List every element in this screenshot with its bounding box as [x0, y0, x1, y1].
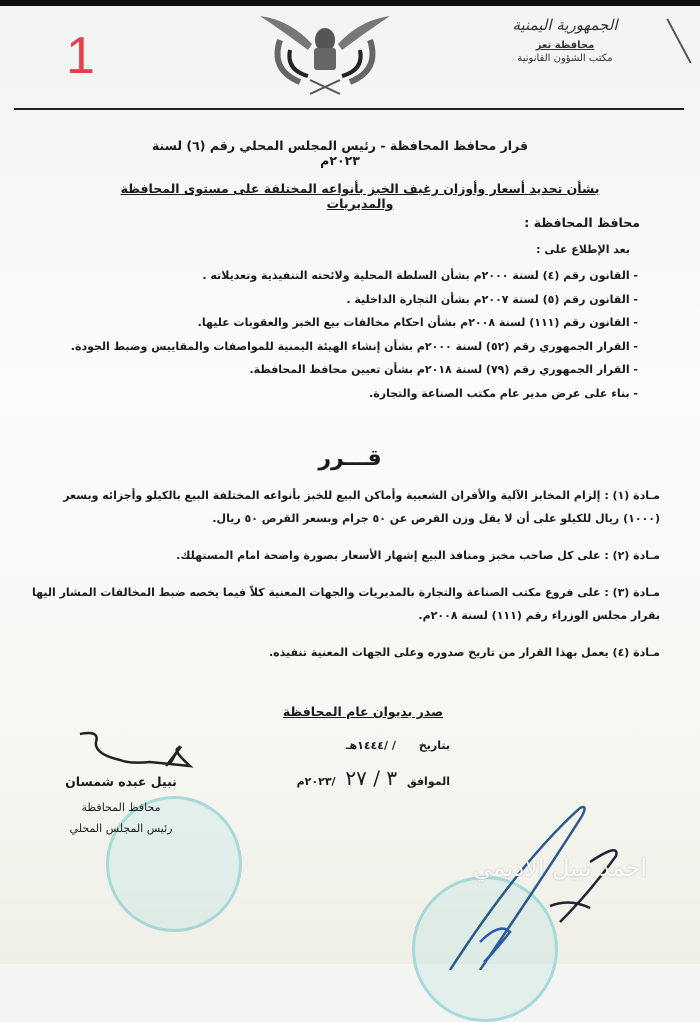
signatory-name: نبيل عبده شمسان [65, 774, 177, 789]
article-3 [28, 581, 660, 627]
document-page [0, 6, 700, 964]
signature-left-icon [70, 728, 200, 778]
articles-list [28, 484, 660, 678]
issued-at: صدر بديوان عام المحافظة [282, 704, 444, 719]
signatory-title: محافظ المحافظة [81, 801, 161, 814]
article-label: مـادة (٢) : [604, 549, 660, 562]
article-text: على فروع مكتب الصناعة والتجارة بالمديريات والجهات المعنية كلاً فيما يخصه ضبط المخالفات المشار اليها بقرار مجلس الوزراء رقم (١١١) لسنة ٢٠٠٨م. [31, 586, 660, 622]
header-divider [14, 108, 684, 110]
hijri-date: / /١٤٤٤هـ [345, 739, 396, 752]
article-text: إلزام المخابز الآلية والأفران الشعبية وأماكن البيع للخبز بأنواعه المختلفة البيع بالكيلو وأجزائه وبسعر (١٠٠٠) ريال للكيلو على أن لا يقل وزن القرص عن ٥٠ جرام وبسعر القرص ٥٠ ريال. [63, 489, 660, 525]
addressee: محافظ المحافظة : [524, 215, 640, 230]
decision-title: قرار محافظ المحافظة - رئيس المجلس المحلي رقم (٦) لسنة ٢٠٢٣م [151, 138, 529, 168]
after-review-heading: بعد الإطلاع على : [536, 243, 630, 256]
reference-item: - القانون رقم (٤) لسنة ٢٠٠٠م بشأن السلطة المحلية ولائحته التنفيذية وتعديلاته . [202, 269, 638, 282]
article-text: يعمل بهذا القرار من تاريخ صدوره وعلى الجهات المعنية تنفيذه. [268, 646, 609, 659]
reference-item: - القانون رقم (١١١) لسنة ٢٠٠٨م بشأن احكام مخالفات بيع الخبز والعقوبات عليها. [197, 316, 638, 329]
letterhead-office: مكتب الشؤون القانونية [517, 53, 613, 64]
reference-item: - القانون رقم (٥) لسنة ٢٠٠٧م بشأن التجارة الداخلية . [346, 292, 638, 306]
signatory-title-2: رئيس المجلس المحلي [69, 822, 173, 835]
republic-emblem-icon [250, 10, 400, 96]
reference-item: - القرار الجمهوري رقم (٥٢) لسنة ٢٠٠٠م بشأن إنشاء الهيئة اليمنية للمواصفات والمقاييس وضبط الجودة. [70, 339, 638, 353]
watermark-text: احمد نبيل الاديمي [472, 854, 648, 882]
hijri-label: بتاريخ [418, 739, 450, 752]
signatory-block [56, 774, 186, 835]
gregorian-year: /٢٠٢٣م [296, 775, 336, 788]
letterhead-country: الجمهورية اليمنية [512, 16, 618, 34]
article-label: مـادة (٣) : [604, 586, 660, 599]
article-4 [28, 641, 660, 664]
hijri-date-line [346, 739, 450, 752]
gregorian-label: الموافق [406, 775, 450, 788]
references-list [38, 264, 638, 405]
reference-item: - القرار الجمهوري رقم (٧٩) لسنة ٢٠١٨م بشأن تعيين محافظ المحافظة. [249, 363, 638, 376]
header-slash-mark [666, 18, 691, 63]
reference-item: - بناء على عرض مدير عام مكتب الصناعة والتجارة. [369, 386, 638, 400]
article-text: على كل صاحب مخبز ومنافذ البيع إشهار الأسعار بصورة واضحة امام المستهلك. [176, 549, 601, 562]
gregorian-date-line [297, 766, 450, 790]
article-label: مـادة (٤) [612, 646, 660, 659]
signature-right-icon [440, 802, 640, 970]
gregorian-handwritten-date: ٣ / ٢٧ [345, 766, 398, 790]
decision-subject: بشأن تحديد أسعار وأوزان رغيف الخبز بأنواعه المختلفة على مستوى المحافظة والمديريات [120, 181, 600, 211]
article-2 [28, 544, 660, 567]
page-number: 1 [66, 27, 95, 85]
letterhead [470, 16, 660, 64]
decided-heading: قـــرر [318, 446, 382, 471]
letterhead-governorate: محافظة تعز [535, 40, 595, 51]
article-label: مـادة (١) : [604, 489, 660, 502]
article-1 [28, 484, 660, 530]
